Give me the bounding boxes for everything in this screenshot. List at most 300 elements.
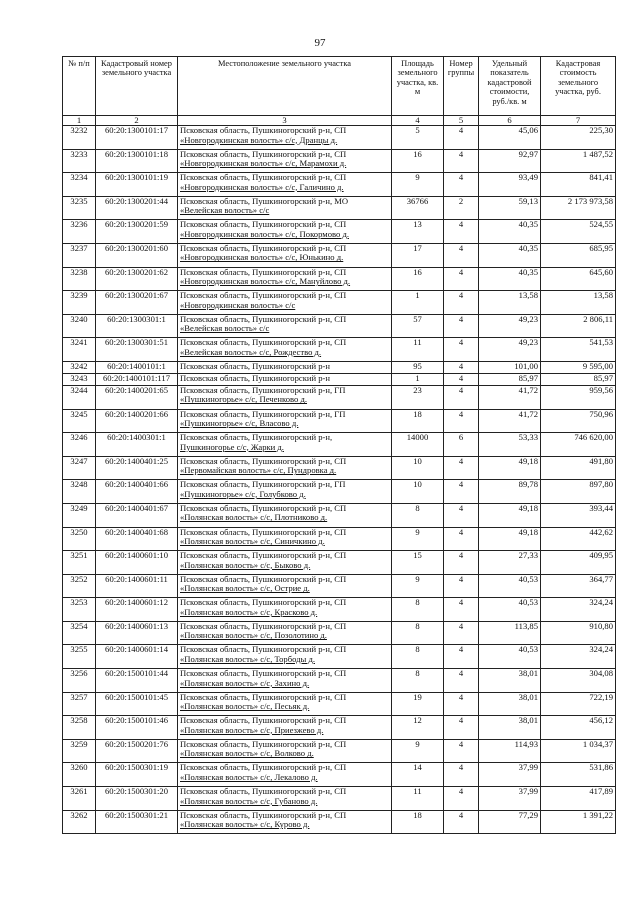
header-specific-value: Удельный показатель кадастровой стоимости, руб./кв. м — [479, 57, 541, 116]
location-cell — [178, 173, 392, 197]
specific-value-cell: 49,18 — [479, 527, 541, 551]
specific-value-cell: 114,93 — [479, 739, 541, 763]
row-number-cell: 3253 — [63, 598, 96, 622]
cadastral-number-cell: 60:20:1300201:67 — [96, 291, 178, 315]
cadastral-number-cell: 60:20:1500301:20 — [96, 787, 178, 811]
location-cell — [178, 669, 392, 693]
cadastral-value-cell: 9 595,00 — [541, 361, 616, 373]
cadastral-number-cell: 60:20:1300201:60 — [96, 243, 178, 267]
location-cell — [178, 716, 392, 740]
area-cell: 8 — [392, 669, 444, 693]
location-cell — [178, 551, 392, 575]
row-number-cell: 3256 — [63, 669, 96, 693]
specific-value-cell: 45,06 — [479, 126, 541, 150]
cadastral-number-cell: 60:20:1300301:51 — [96, 338, 178, 362]
location-cell — [178, 385, 392, 409]
specific-value-cell: 113,85 — [479, 621, 541, 645]
location-line-2: «Полянская волость» с/с, Красково д. — [180, 606, 318, 617]
table-row — [63, 409, 616, 433]
header-location: Местоположение земельного участка — [178, 57, 392, 116]
cadastral-value-cell: 13,58 — [541, 291, 616, 315]
row-number-cell: 3243 — [63, 373, 96, 385]
cadastral-value-cell: 491,80 — [541, 456, 616, 480]
location-line-2: «Полянская волость» с/с, Позолотино д. — [180, 630, 327, 641]
location-line-2: «Полянская волость» с/с, Захино д. — [180, 677, 310, 688]
column-number: 2 — [96, 116, 178, 126]
area-cell: 9 — [392, 739, 444, 763]
specific-value-cell: 77,29 — [479, 810, 541, 834]
location-line-1: Псковская область, Пушкиногорский р-н, СП — [180, 597, 347, 608]
cadastral-value-cell: 409,95 — [541, 551, 616, 575]
location-line-1: Псковская область, Пушкиногорский р-н, — [180, 432, 333, 443]
cadastral-value-cell: 531,86 — [541, 763, 616, 787]
location-cell — [178, 503, 392, 527]
location-line-2: «Полянская волость» с/с, Губаново д. — [180, 795, 318, 806]
row-number-cell: 3240 — [63, 314, 96, 338]
location-line-1: Псковская область, Пушкиногорский р-н, СП — [180, 762, 347, 773]
row-number-cell: 3252 — [63, 574, 96, 598]
row-number-cell: 3234 — [63, 173, 96, 197]
cadastral-value-cell: 442,62 — [541, 527, 616, 551]
area-cell: 36766 — [392, 196, 444, 220]
group-number-cell: 4 — [444, 291, 479, 315]
location-cell — [178, 314, 392, 338]
cadastral-number-cell: 60:20:1400301:1 — [96, 433, 178, 457]
area-cell: 57 — [392, 314, 444, 338]
location-line-2: «Полянская волость» с/с, Острие д. — [180, 583, 310, 594]
area-cell: 17 — [392, 243, 444, 267]
cadastral-number-cell: 60:20:1300301:1 — [96, 314, 178, 338]
location-cell — [178, 126, 392, 150]
row-number-cell: 3248 — [63, 480, 96, 504]
cadastral-value-cell: 2 806,11 — [541, 314, 616, 338]
table-row — [63, 149, 616, 173]
location-line-2: «Полянская волость» с/с, Плотниково д. — [180, 512, 328, 523]
cadastral-value-cell: 841,41 — [541, 173, 616, 197]
location-line-1: Псковская область, Пушкиногорский р-н, СП — [180, 644, 347, 655]
location-line-2: «Первомайская волость» с/с, Пундровка д. — [180, 465, 337, 476]
cadastral-value-cell: 722,19 — [541, 692, 616, 716]
specific-value-cell: 40,35 — [479, 267, 541, 291]
group-number-cell: 4 — [444, 621, 479, 645]
table-row — [63, 385, 616, 409]
row-number-cell: 3242 — [63, 361, 96, 373]
cadastral-value-cell: 910,80 — [541, 621, 616, 645]
cadastral-number-cell: 60:20:1400601:12 — [96, 598, 178, 622]
table-row — [63, 243, 616, 267]
cadastral-value-cell: 685,95 — [541, 243, 616, 267]
location-line-1: Псковская область, Пушкиногорский р-н, СП — [180, 243, 347, 253]
specific-value-cell: 59,13 — [479, 196, 541, 220]
cadastral-number-cell: 60:20:1500101:46 — [96, 716, 178, 740]
location-cell — [178, 409, 392, 433]
location-cell — [178, 291, 392, 315]
location-line-1: Псковская область, Пушкиногорский р-н, ГП — [180, 479, 346, 490]
location-cell — [178, 220, 392, 244]
group-number-cell: 4 — [444, 787, 479, 811]
location-cell — [178, 373, 392, 385]
header-group-number: Номер группы — [444, 57, 479, 116]
row-number-cell: 3237 — [63, 243, 96, 267]
group-number-cell: 4 — [444, 716, 479, 740]
cadastral-number-cell: 60:20:1300201:44 — [96, 196, 178, 220]
group-number-cell: 4 — [444, 243, 479, 267]
table-row — [63, 645, 616, 669]
cadastral-number-cell: 60:20:1500301:21 — [96, 810, 178, 834]
cadastral-value-cell: 897,80 — [541, 480, 616, 504]
location-line-2: «Полянская волость» с/с, Волково д. — [180, 748, 314, 759]
group-number-cell: 4 — [444, 574, 479, 598]
specific-value-cell: 38,01 — [479, 716, 541, 740]
location-line-2: «Велейская волость» с/с, Рождество д. — [180, 346, 322, 357]
cadastral-number-cell: 60:20:1400201:65 — [96, 385, 178, 409]
location-cell — [178, 267, 392, 291]
group-number-cell: 4 — [444, 361, 479, 373]
specific-value-cell: 41,72 — [479, 409, 541, 433]
header-cadastral-value: Кадастровая стоимость земельного участка, руб. — [541, 57, 616, 116]
location-line-2: «Новгородкинская волость» с/с, Юнькино д. — [180, 252, 344, 263]
row-number-cell: 3258 — [63, 716, 96, 740]
cadastral-number-cell: 60:20:1400601:13 — [96, 621, 178, 645]
location-line-1: Псковская область, Пушкиногорский р-н, СП — [180, 219, 347, 230]
location-line-2: «Новгородкинская волость» с/с — [180, 299, 296, 310]
group-number-cell: 4 — [444, 314, 479, 338]
location-line-1: Псковская область, Пушкиногорский р-н — [180, 361, 330, 371]
cadastral-number-cell: 60:20:1400601:14 — [96, 645, 178, 669]
specific-value-cell: 41,72 — [479, 385, 541, 409]
row-number-cell: 3255 — [63, 645, 96, 669]
area-cell: 14000 — [392, 433, 444, 457]
group-number-cell: 4 — [444, 669, 479, 693]
group-number-cell: 4 — [444, 503, 479, 527]
cadastral-value-cell: 541,53 — [541, 338, 616, 362]
area-cell: 8 — [392, 503, 444, 527]
row-number-cell: 3251 — [63, 551, 96, 575]
location-line-2: «Пушкиногорье» с/с, Голубково д. — [180, 488, 306, 499]
row-number-cell: 3236 — [63, 220, 96, 244]
cadastral-number-cell: 60:20:1300101:17 — [96, 126, 178, 150]
group-number-cell: 4 — [444, 373, 479, 385]
group-number-cell: 4 — [444, 456, 479, 480]
row-number-cell: 3241 — [63, 338, 96, 362]
location-cell — [178, 456, 392, 480]
location-cell — [178, 480, 392, 504]
specific-value-cell: 27,33 — [479, 551, 541, 575]
table-row — [63, 598, 616, 622]
table-row — [63, 433, 616, 457]
cadastral-number-cell: 60:20:1300101:19 — [96, 173, 178, 197]
location-line-1: Псковская область, Пушкиногорский р-н, СП — [180, 527, 347, 537]
specific-value-cell: 49,23 — [479, 314, 541, 338]
table-row — [63, 338, 616, 362]
location-line-1: Псковская область, Пушкиногорский р-н, СП — [180, 810, 347, 820]
area-cell: 18 — [392, 810, 444, 834]
row-number-cell: 3244 — [63, 385, 96, 409]
group-number-cell: 6 — [444, 433, 479, 457]
location-line-1: Псковская область, Пушкиногорский р-н, СП — [180, 314, 347, 324]
cadastral-number-cell: 60:20:1400601:11 — [96, 574, 178, 598]
row-number-cell: 3233 — [63, 149, 96, 173]
specific-value-cell: 13,58 — [479, 291, 541, 315]
cadastral-value-cell: 959,56 — [541, 385, 616, 409]
location-cell — [178, 433, 392, 457]
location-cell — [178, 243, 392, 267]
area-cell: 14 — [392, 763, 444, 787]
cadastral-value-cell: 524,55 — [541, 220, 616, 244]
specific-value-cell: 93,49 — [479, 173, 541, 197]
location-line-1: Псковская область, Пушкиногорский р-н, СП — [180, 290, 347, 301]
location-cell — [178, 763, 392, 787]
cadastral-value-cell: 2 173 973,58 — [541, 196, 616, 220]
column-number: 1 — [63, 116, 96, 126]
area-cell: 13 — [392, 220, 444, 244]
area-cell: 9 — [392, 574, 444, 598]
location-line-1: Псковская область, Пушкиногорский р-н, СП — [180, 668, 347, 679]
group-number-cell: 4 — [444, 409, 479, 433]
table-header-row — [63, 57, 616, 116]
row-number-cell: 3250 — [63, 527, 96, 551]
group-number-cell: 4 — [444, 149, 479, 173]
location-line-1: Псковская область, Пушкиногорский р-н, СП — [180, 574, 347, 584]
area-cell: 11 — [392, 787, 444, 811]
row-number-cell: 3239 — [63, 291, 96, 315]
location-line-1: Псковская область, Пушкиногорский р-н, СП — [180, 149, 347, 159]
cadastral-number-cell: 60:20:1500101:44 — [96, 669, 178, 693]
location-line-1: Псковская область, Пушкиногорский р-н, СП — [180, 267, 347, 277]
location-line-2: «Полянская волость» с/с, Торбоды д. — [180, 653, 315, 664]
table-row — [63, 527, 616, 551]
header-area: Площадь земельного участка, кв. м — [392, 57, 444, 116]
column-number: 7 — [541, 116, 616, 126]
group-number-cell: 4 — [444, 527, 479, 551]
group-number-cell: 4 — [444, 173, 479, 197]
row-number-cell: 3238 — [63, 267, 96, 291]
table-row — [63, 716, 616, 740]
location-line-2: «Полянская волость» с/с, Синичкино д. — [180, 536, 325, 546]
specific-value-cell: 37,99 — [479, 787, 541, 811]
group-number-cell: 4 — [444, 267, 479, 291]
row-number-cell: 3249 — [63, 503, 96, 527]
location-cell — [178, 196, 392, 220]
table-row — [63, 314, 616, 338]
location-line-1: Псковская область, Пушкиногорский р-н, СП — [180, 715, 347, 726]
location-cell — [178, 149, 392, 173]
cadastral-number-cell: 60:20:1500301:19 — [96, 763, 178, 787]
location-line-1: Псковская область, Пушкиногорский р-н, МО — [180, 196, 349, 206]
column-numbers-row — [63, 116, 616, 126]
column-number: 6 — [479, 116, 541, 126]
group-number-cell: 4 — [444, 810, 479, 834]
cadastral-value-cell: 304,08 — [541, 669, 616, 693]
location-line-1: Псковская область, Пушкиногорский р-н, СП — [180, 337, 347, 348]
area-cell: 10 — [392, 480, 444, 504]
cadastral-value-cell: 645,60 — [541, 267, 616, 291]
row-number-cell: 3254 — [63, 621, 96, 645]
location-line-1: Псковская область, Пушкиногорский р-н, ГП — [180, 385, 346, 395]
table-row — [63, 291, 616, 315]
location-cell — [178, 574, 392, 598]
location-cell — [178, 621, 392, 645]
table-row — [63, 220, 616, 244]
table-row — [63, 373, 616, 385]
group-number-cell: 4 — [444, 645, 479, 669]
table-row — [63, 669, 616, 693]
location-cell — [178, 692, 392, 716]
cadastral-value-cell: 1 034,37 — [541, 739, 616, 763]
location-cell — [178, 810, 392, 834]
location-line-2: «Пушкиногорье» с/с, Власово д. — [180, 418, 299, 429]
group-number-cell: 4 — [444, 692, 479, 716]
specific-value-cell: 38,01 — [479, 669, 541, 693]
row-number-cell: 3246 — [63, 433, 96, 457]
table-row — [63, 361, 616, 373]
row-number-cell: 3247 — [63, 456, 96, 480]
table-row — [63, 692, 616, 716]
location-cell — [178, 361, 392, 373]
location-cell — [178, 739, 392, 763]
area-cell: 19 — [392, 692, 444, 716]
area-cell: 9 — [392, 173, 444, 197]
area-cell: 10 — [392, 456, 444, 480]
cadastral-value-cell: 225,30 — [541, 126, 616, 150]
specific-value-cell: 40,53 — [479, 645, 541, 669]
area-cell: 1 — [392, 291, 444, 315]
cadastral-value-cell: 324,24 — [541, 645, 616, 669]
location-line-2: «Велейская волость» с/с — [180, 323, 270, 334]
location-cell — [178, 598, 392, 622]
row-number-cell: 3261 — [63, 787, 96, 811]
table-row — [63, 456, 616, 480]
row-number-cell: 3232 — [63, 126, 96, 150]
location-cell — [178, 527, 392, 551]
table-row — [63, 763, 616, 787]
location-line-1: Псковская область, Пушкиногорский р-н, СП — [180, 739, 347, 749]
location-line-1: Псковская область, Пушкиногорский р-н — [180, 373, 330, 383]
location-line-1: Псковская область, Пушкиногорский р-н, СП — [180, 172, 347, 183]
location-line-1: Псковская область, Пушкиногорский р-н, СП — [180, 692, 347, 702]
cadastral-number-cell: 60:20:1400401:67 — [96, 503, 178, 527]
group-number-cell: 4 — [444, 551, 479, 575]
location-line-1: Псковская область, Пушкиногорский р-н, СП — [180, 786, 347, 797]
location-line-1: Псковская область, Пушкиногорский р-н, ГП — [180, 409, 346, 419]
location-line-1: Псковская область, Пушкиногорский р-н, СП — [180, 456, 347, 466]
group-number-cell: 4 — [444, 126, 479, 150]
area-cell: 16 — [392, 267, 444, 291]
area-cell: 23 — [392, 385, 444, 409]
cadastral-number-cell: 60:20:1400101:1 — [96, 361, 178, 373]
location-line-2: «Полянская волость» с/с, Приезжево д. — [180, 724, 324, 735]
cadastral-number-cell: 60:20:1400101:117 — [96, 373, 178, 385]
group-number-cell: 4 — [444, 598, 479, 622]
group-number-cell: 2 — [444, 196, 479, 220]
table-row — [63, 480, 616, 504]
location-line-1: Псковская область, Пушкиногорский р-н, СП — [180, 125, 347, 135]
area-cell: 11 — [392, 338, 444, 362]
location-line-1: Псковская область, Пушкиногорский р-н, СП — [180, 503, 347, 513]
location-cell — [178, 645, 392, 669]
specific-value-cell: 85,97 — [479, 373, 541, 385]
group-number-cell: 4 — [444, 338, 479, 362]
specific-value-cell: 40,53 — [479, 598, 541, 622]
location-line-2: «Полянская волость» с/с, Курово д. — [180, 819, 310, 830]
cadastral-number-cell: 60:20:1500201:76 — [96, 739, 178, 763]
location-cell — [178, 787, 392, 811]
table-row — [63, 574, 616, 598]
location-line-2: «Новгородкинская волость» с/с, Галичино д. — [180, 181, 344, 192]
location-line-2: «Новгородкинская волость» с/с, Покормово д. — [180, 228, 349, 239]
cadastral-number-cell: 60:20:1400201:66 — [96, 409, 178, 433]
specific-value-cell: 49,18 — [479, 456, 541, 480]
table-row — [63, 551, 616, 575]
page-number: 97 — [314, 37, 326, 49]
row-number-cell: 3235 — [63, 196, 96, 220]
area-cell: 8 — [392, 621, 444, 645]
table-row — [63, 173, 616, 197]
specific-value-cell: 40,35 — [479, 220, 541, 244]
area-cell: 8 — [392, 645, 444, 669]
table-row — [63, 810, 616, 834]
cadastral-number-cell: 60:20:1300101:18 — [96, 149, 178, 173]
specific-value-cell: 38,01 — [479, 692, 541, 716]
cadastral-value-cell: 750,96 — [541, 409, 616, 433]
cadastral-number-cell: 60:20:1300201:62 — [96, 267, 178, 291]
location-line-1: Псковская область, Пушкиногорский р-н, СП — [180, 550, 347, 561]
column-number: 3 — [178, 116, 392, 126]
cadastral-number-cell: 60:20:1500101:45 — [96, 692, 178, 716]
cadastral-value-cell: 1 487,52 — [541, 149, 616, 173]
table-row — [63, 739, 616, 763]
area-cell: 1 — [392, 373, 444, 385]
table-row — [63, 126, 616, 150]
cadastral-value-cell: 364,77 — [541, 574, 616, 598]
specific-value-cell: 101,00 — [479, 361, 541, 373]
area-cell: 18 — [392, 409, 444, 433]
cadastral-value-cell: 746 620,00 — [541, 433, 616, 457]
table-row — [63, 267, 616, 291]
area-cell: 16 — [392, 149, 444, 173]
location-line-2: «Пушкиногорье» с/с, Печенково д. — [180, 394, 308, 405]
specific-value-cell: 92,97 — [479, 149, 541, 173]
cadastral-value-cell: 417,89 — [541, 787, 616, 811]
location-line-2: «Новгородкинская волость» с/с, Мануйлово д. — [180, 276, 351, 287]
specific-value-cell: 37,99 — [479, 763, 541, 787]
specific-value-cell: 49,23 — [479, 338, 541, 362]
table-row — [63, 787, 616, 811]
header-cadastral-number: Кадастровый номер земельного участка — [96, 57, 178, 116]
cadastral-value-cell: 456,12 — [541, 716, 616, 740]
group-number-cell: 4 — [444, 480, 479, 504]
group-number-cell: 4 — [444, 220, 479, 244]
cadastral-value-cell: 324,24 — [541, 598, 616, 622]
table-row — [63, 503, 616, 527]
location-line-2: «Велейская волость» с/с — [180, 205, 270, 216]
group-number-cell: 4 — [444, 763, 479, 787]
location-line-2: «Полянская волость» с/с, Лекалово д. — [180, 771, 318, 782]
specific-value-cell: 53,33 — [479, 433, 541, 457]
area-cell: 5 — [392, 126, 444, 150]
row-number-cell: 3257 — [63, 692, 96, 716]
row-number-cell: 3260 — [63, 763, 96, 787]
cadastral-number-cell: 60:20:1300201:59 — [96, 220, 178, 244]
area-cell: 8 — [392, 598, 444, 622]
area-cell: 15 — [392, 551, 444, 575]
cadastral-number-cell: 60:20:1400601:10 — [96, 551, 178, 575]
column-number: 5 — [444, 116, 479, 126]
cadastral-number-cell: 60:20:1400401:66 — [96, 480, 178, 504]
location-line-2: Пушкиногорье с/с, Жарки д. — [180, 441, 284, 452]
column-number: 4 — [392, 116, 444, 126]
row-number-cell: 3245 — [63, 409, 96, 433]
